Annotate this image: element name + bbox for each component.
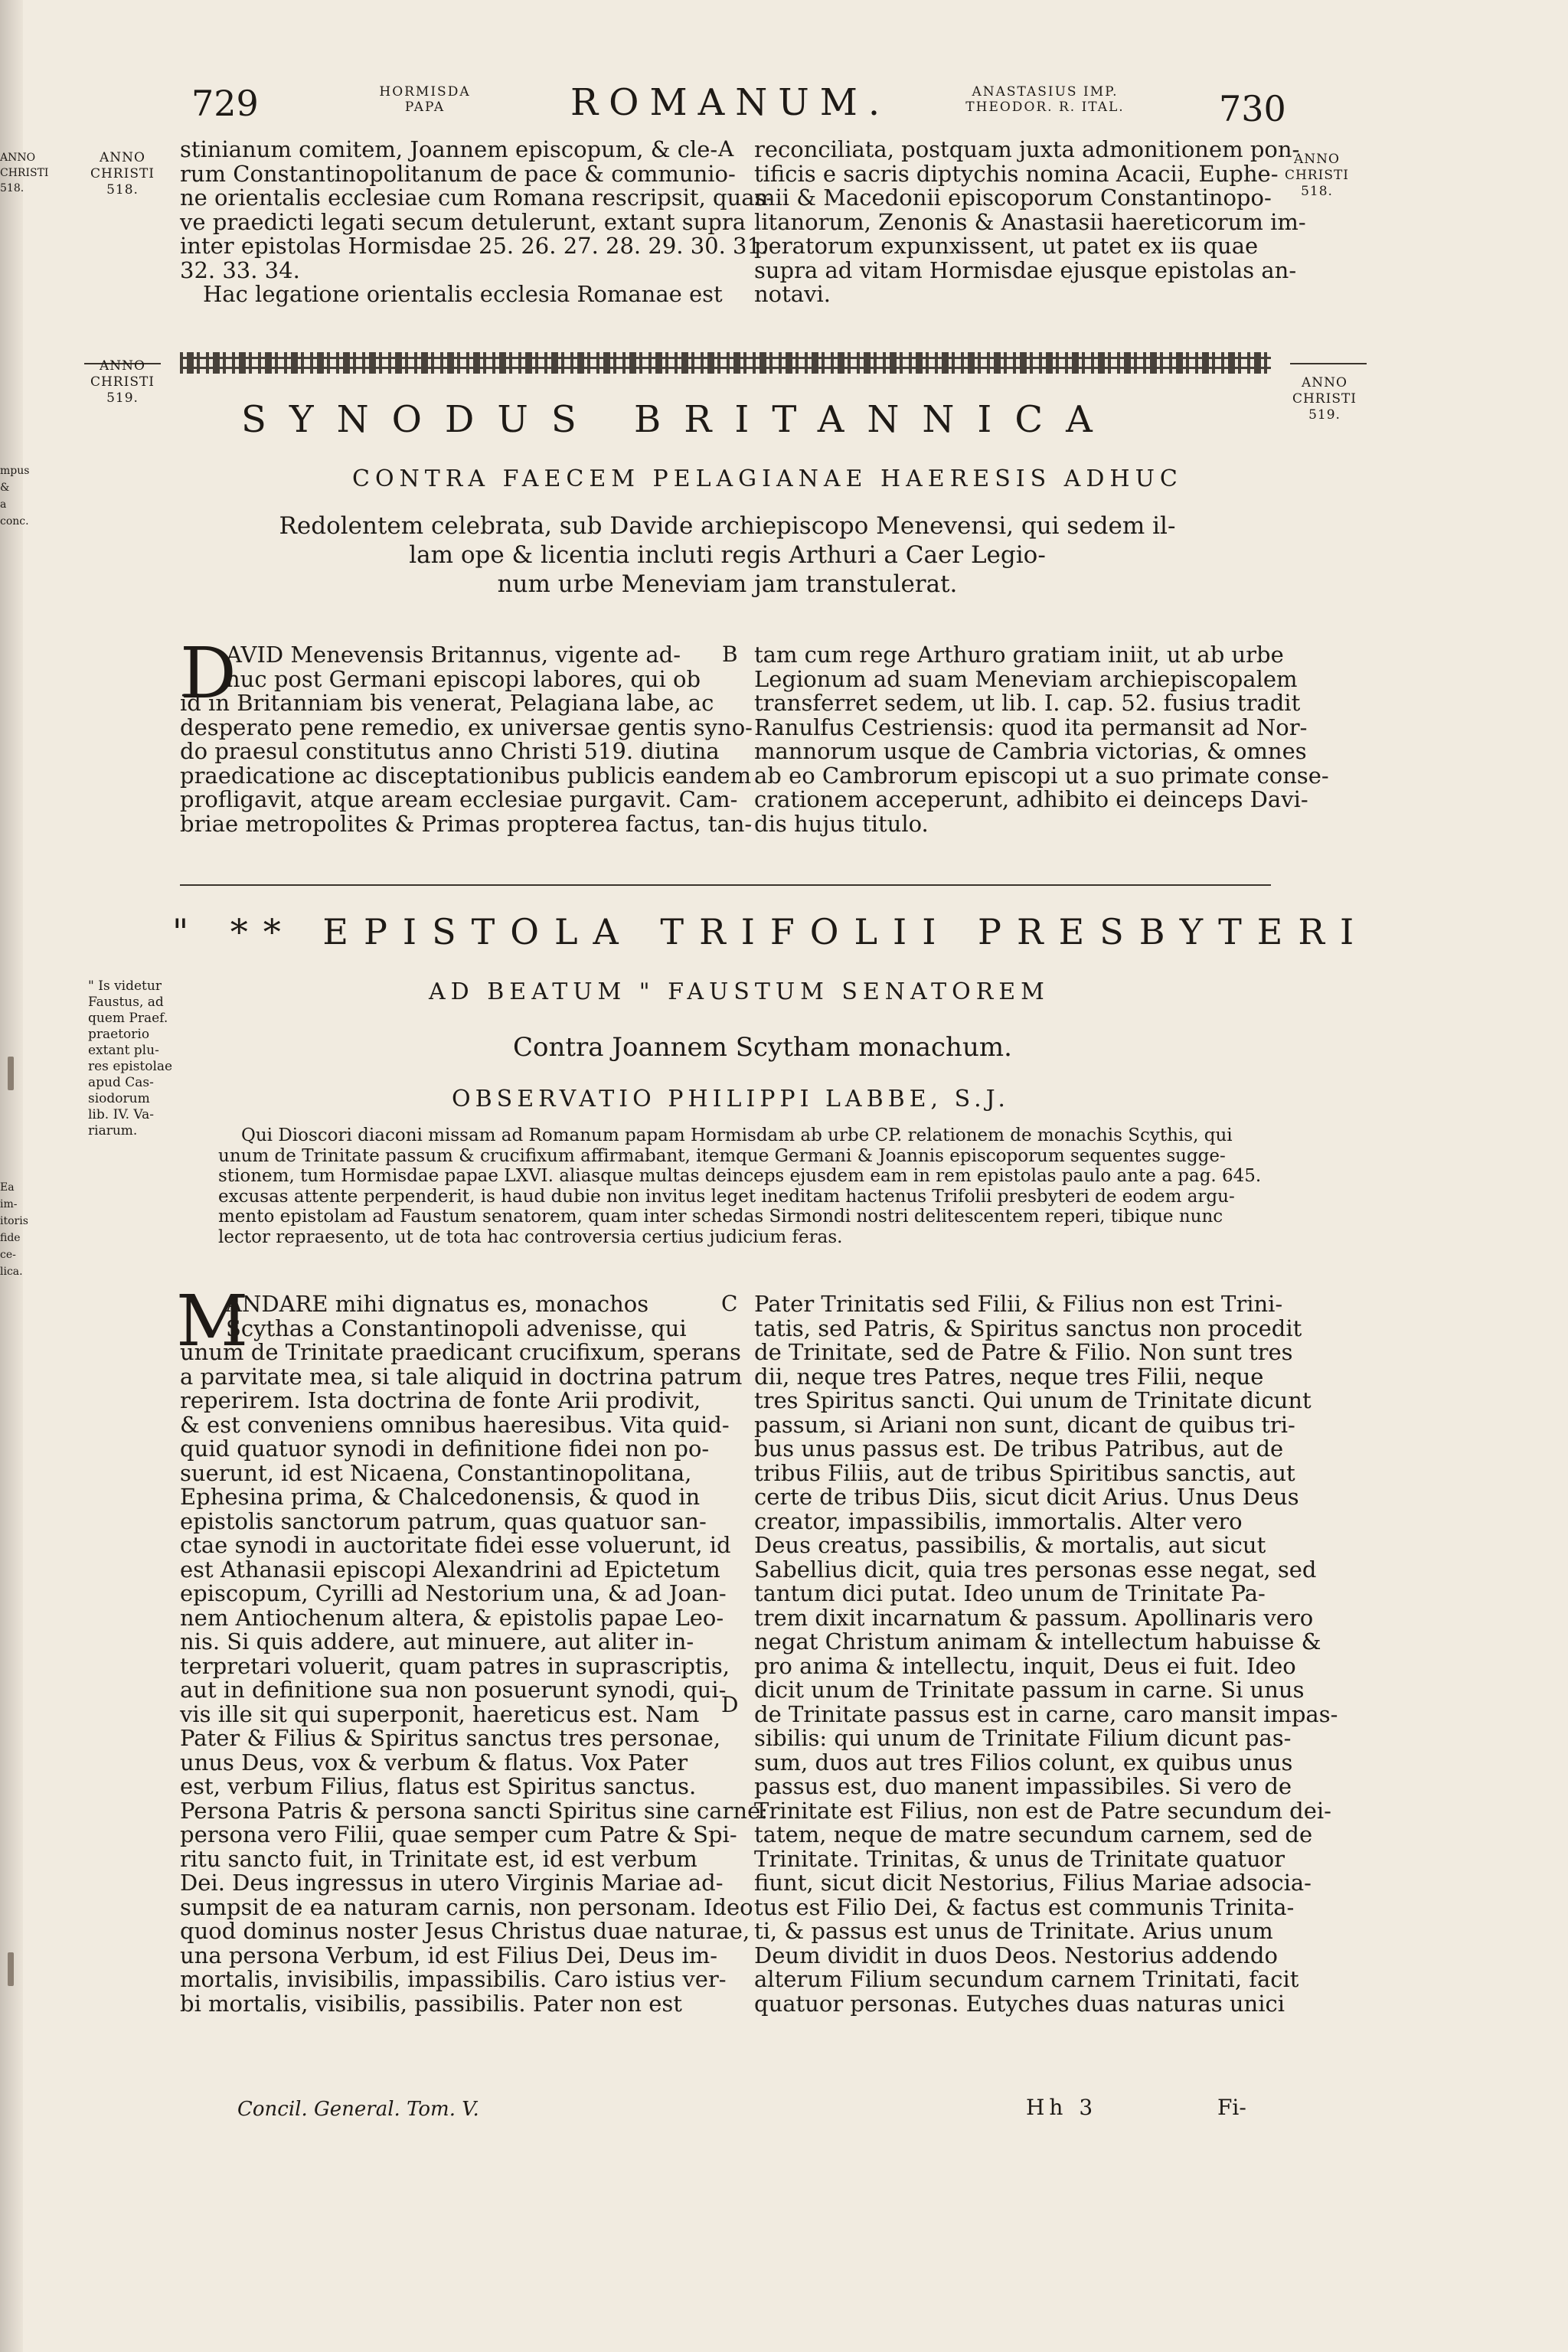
facing-year: 518.: [0, 182, 24, 194]
text-line: de Trinitate passus est in carne, caro mansit impas-: [754, 1700, 1338, 1727]
text-line: aut in definitione sua non posuerunt synodi, qui-: [180, 1677, 727, 1703]
text-line: mii & Macedonii episcoporum Constantinopo-: [754, 185, 1272, 211]
text-line: inter epistolas Hormisdae 25. 26. 27. 28. 29. 30. 31.: [180, 233, 769, 259]
margin-year: 519.: [1308, 407, 1341, 423]
observatio-note: [218, 1125, 1305, 1247]
margin-note-line: quem Praef.: [88, 1011, 168, 1026]
page-number-right: 730: [1219, 88, 1286, 129]
text-line: Deus creatus, passibilis, & mortalis, aut sicut: [754, 1532, 1266, 1558]
margin-note-faustus: [88, 978, 203, 1139]
epistola-column-left: [180, 1291, 769, 2017]
text-line: trem dixit incarnatum & passum. Apollinaris vero: [754, 1604, 1314, 1631]
margin-note-line: riarum.: [88, 1123, 138, 1138]
text-line: 32. 33. 34.: [180, 256, 300, 283]
running-head-line: HORMISDA: [379, 84, 471, 100]
margin-christi: CHRISTI: [90, 374, 155, 390]
facing-christi-word: CHRISTI: [0, 167, 49, 179]
text-line: sum, duos aut tres Filios colunt, ex quibus unus: [754, 1749, 1293, 1775]
text-line: ANDARE mihi dignatus es, monachos: [226, 1291, 649, 1317]
binding-clip: [8, 1952, 14, 1986]
text-line: Dei. Deus ingressus in utero Virginis Mariae ad-: [180, 1870, 724, 1896]
text-line: suerunt, id est Nicaena, Constantinopolitana,: [180, 1459, 692, 1486]
note-line: stionem, tum Hormisdae papae LXVI. aliasque multas deinceps ejusdem eam in rem epistolas paulo ante a pag. 645.: [218, 1166, 1262, 1186]
text-line: mannorum usque de Cambria victorias, & omnes: [754, 738, 1307, 764]
margin-anno: ANNO: [1302, 375, 1348, 390]
facing-page-fragment: [0, 1179, 26, 1280]
text-line: bi mortalis, visibilis, passibilis. Pater non est: [180, 1990, 682, 2017]
facing-anno-word: ANNO: [0, 152, 36, 164]
margin-anno: ANNO: [1294, 152, 1340, 167]
text-line: briae metropolites & Primas propterea factus, tan-: [180, 810, 753, 837]
text-line: Ephesina prima, & Chalcedonensis, & quod in: [180, 1484, 701, 1510]
text-line: Ranulfus Cestriensis: quod ita permansit ad Nor-: [754, 714, 1308, 740]
footer-signature-mark: Hh 3: [1026, 2095, 1098, 2120]
text-line: mortalis, invisibilis, impassibilis. Caro istius ver-: [180, 1966, 727, 1992]
text-line: rum Constantinopolitanum de pace & communio-: [180, 160, 736, 187]
facing-fragment-line: fide ce-: [0, 1232, 21, 1261]
text-line: stinianum comitem, Joannem episcopum, & cle-: [180, 136, 718, 162]
book-page: [23, 0, 1568, 2352]
text-line: AVID Menevensis Britannus, vigente ad-: [226, 642, 681, 668]
text-line: Pater Trinitatis sed Filii, & Filius non est Trini-: [754, 1291, 1283, 1317]
text-line: profligavit, atque aream ecclesiae purgavit. Cam-: [180, 786, 738, 812]
text-line: episcopum, Cyrilli ad Nestorium una, & ad Joan-: [180, 1580, 727, 1606]
text-line: Pater & Filius & Spiritus sanctus tres personae,: [180, 1725, 721, 1751]
epistola-title: " ** EPISTOLA TRIFOLII PRESBYTERI: [172, 911, 1370, 952]
synod-column-left: [180, 632, 753, 837]
text-line: ve praedicti legati secum detulerunt, extant supra: [180, 208, 746, 235]
text-line: praedicatione ac disceptationibus publicis eandem: [180, 762, 752, 789]
text-line: creator, impassibilis, immortalis. Alter vero: [754, 1508, 1243, 1534]
facing-page-anno: [0, 150, 49, 196]
margin-year-518-left: [84, 150, 161, 198]
text-line: a parvitate mea, si tale aliquid in doctrina patrum: [180, 1363, 743, 1390]
text-line: Scythas a Constantinopoli advenisse, qui: [226, 1315, 687, 1341]
text-line: ab eo Cambrorum episcopi ut a suo primate conse-: [754, 762, 1329, 789]
text-line: tres Spiritus sancti. Qui unum de Trinitate dicunt: [754, 1387, 1312, 1413]
top-column-left: [180, 136, 774, 307]
facing-fragment-line: mpus &: [0, 465, 30, 494]
text-line: dii, neque tres Patres, neque tres Filii, neque: [754, 1363, 1264, 1390]
text-line: Trinitate. Trinitas, & unus de Trinitate quatuor: [754, 1845, 1285, 1872]
text-line: Deum dividit in duos Deos. Nestorius addendo: [754, 1942, 1278, 1968]
facing-fragment-line: lica.: [0, 1266, 23, 1278]
note-line: lector repraesento, ut de tota hac controversia certius judicium feras.: [218, 1227, 843, 1247]
text-line: & est conveniens omnibus haeresibus. Vita quid-: [180, 1411, 730, 1438]
drop-capital: M: [176, 1280, 249, 1362]
text-line: tus est Filio Dei, & factus est communis Trinita-: [754, 1893, 1295, 1920]
margin-note-line: siodorum: [88, 1091, 150, 1106]
text-line: sibilis: qui unum de Trinitate Filium dicunt pas-: [754, 1725, 1292, 1751]
text-line: una persona Verbum, id est Filius Dei, Deus im-: [180, 1942, 718, 1968]
margin-note-line: extant plu-: [88, 1043, 159, 1058]
margin-note-line: Faustus, ad: [88, 995, 164, 1010]
text-line: reperirem. Ista doctrina de fonte Arii prodivit,: [180, 1387, 701, 1413]
facing-fragment-line: itoris: [0, 1215, 28, 1227]
text-line: crationem acceperunt, adhibito ei deinceps Davi-: [754, 786, 1308, 812]
text-line: est, verbum Filius, flatus est Spiritus sanctus.: [180, 1773, 697, 1799]
note-line: mento epistolam ad Faustum senatorem, quam inter schedas Sirmondi nostri delitescentem reperi, tibique nunc: [218, 1207, 1223, 1227]
running-head-left: [371, 84, 479, 115]
margin-note-line: lib. IV. Va-: [88, 1107, 154, 1122]
margin-note-line: res epistolae: [88, 1059, 173, 1074]
text-line: certe de tribus Diis, sicut dicit Arius. Unus Deus: [754, 1484, 1299, 1510]
text-line: ne orientalis ecclesiae cum Romana rescripsit, quas-: [180, 185, 774, 211]
note-line: unum de Trinitate passum & crucifixum affirmabant, itemque Germani & Joannis episcoporum sequentes sugge-: [218, 1145, 1226, 1166]
observatio-heading: OBSERVATIO PHILIPPI LABBE, S.J.: [452, 1086, 1010, 1112]
text-line: pro anima & intellectu, inquit, Deus ei fuit. Ideo: [754, 1652, 1296, 1679]
text-line: peratorum expunxissent, ut patet ex iis quae: [754, 233, 1259, 259]
text-line: quatuor personas. Eutyches duas naturas unici: [754, 1990, 1285, 2017]
ornamental-band: [180, 352, 1271, 374]
note-line: Qui Dioscori diaconi missam ad Romanum papam Hormisdam ab urbe CP. relationem de monachis Scythis, qui: [241, 1125, 1233, 1145]
text-line: dicit unum de Trinitate passum in carne. Si unus: [754, 1677, 1305, 1703]
text-line: huc post Germani episcopi labores, qui ob: [226, 665, 701, 692]
synod-description: [268, 511, 1187, 599]
facing-fragment-line: Ea im-: [0, 1181, 18, 1210]
binding-clip: [8, 1057, 14, 1090]
text-line: tam cum rege Arthuro gratiam iniit, ut ab urbe: [754, 642, 1284, 668]
running-head-line: ANASTASIUS IMP.: [972, 84, 1119, 100]
margin-note-line: praetorio: [88, 1027, 150, 1042]
text-line: supra ad vitam Hormisdae ejusque epistolas an-: [754, 256, 1297, 283]
text-line: nem Antiochenum altera, & epistolis papae Leo-: [180, 1604, 724, 1631]
top-column-right: [754, 136, 1306, 307]
text-line: terpretari voluerit, quam patres in suprascriptis,: [180, 1652, 730, 1679]
text-line: quod dominus noster Jesus Christus duae naturae,: [180, 1918, 750, 1944]
text-line: nis. Si quis addere, aut minuere, aut aliter in-: [180, 1628, 694, 1655]
column-section-letter: C: [721, 1291, 738, 1316]
text-line: unum de Trinitate praedicant crucifixum, sperans: [180, 1339, 741, 1365]
running-head-line: PAPA: [404, 100, 446, 115]
column-section-letter: D: [721, 1692, 739, 1717]
footer-volume: Concil. General. Tom. V.: [237, 2098, 479, 2121]
margin-year: 518.: [106, 182, 139, 198]
text-line: est Athanasii episcopi Alexandrini ad Epictetum: [180, 1556, 720, 1583]
synod-subtitle: CONTRA FAECEM PELAGIANAE HAERESIS ADHUC: [352, 466, 1183, 492]
text-line: vis ille sit qui superponit, haereticus est. Nam: [180, 1700, 700, 1727]
text-line: bus unus passus est. De tribus Patribus, aut de: [754, 1436, 1284, 1462]
text-line: tificis e sacris diptychis nomina Acacii, Euphe-: [754, 160, 1279, 187]
text-line: do praesul constitutus anno Christi 519. diutina: [180, 738, 720, 764]
text-line: negat Christum animam & intellectum habuisse &: [754, 1628, 1321, 1655]
text-line: ctae synodi in auctoritate fidei esse voluerunt, id: [180, 1532, 731, 1558]
text-line: fiunt, sicut dicit Nestorius, Filius Mariae adsocia-: [754, 1870, 1312, 1896]
text-line: epistolis sanctorum patrum, quas quatuor san-: [180, 1508, 707, 1534]
text-line: Legionum ad suam Meneviam archiepiscopalem: [754, 665, 1298, 692]
text-line: de Trinitate, sed de Patre & Filio. Non sunt tres: [754, 1339, 1293, 1365]
text-line: transferret sedem, ut lib. I. cap. 52. fusius tradit: [754, 690, 1301, 716]
epistola-subtitle: AD BEATUM " FAUSTUM SENATOREM: [429, 978, 1050, 1005]
text-line: Hac legatione orientalis ecclesia Romanae est: [203, 281, 723, 307]
text-line: unus Deus, vox & verbum & flatus. Vox Pater: [180, 1749, 688, 1775]
footer-catchword: Fi-: [1217, 2095, 1246, 2120]
text-line: tatem, neque de matre secundum carnem, sed de: [754, 1821, 1313, 1847]
text-line: ritu sancto fuit, in Trinitate est, id est verbum: [180, 1845, 697, 1872]
margin-christi: CHRISTI: [1292, 391, 1357, 407]
margin-rule: [1290, 363, 1367, 364]
text-line: tantum dici putat. Ideo unum de Trinitate Pa-: [754, 1580, 1266, 1606]
description-line: lam ope & licentia incluti regis Arthuri a Caer Legio-: [409, 541, 1046, 569]
column-section-letter: A: [718, 136, 734, 162]
text-line: Persona Patris & persona sancti Spiritus sine carne:: [180, 1797, 769, 1824]
text-line: quid quatuor synodi in definitione fidei non po-: [180, 1436, 710, 1462]
margin-year: 519.: [106, 390, 139, 406]
text-line: litanorum, Zenonis & Anastasii haereticorum im-: [754, 208, 1306, 235]
section-rule: [180, 884, 1271, 886]
text-line: Trinitate est Filius, non est de Patre secundum dei-: [754, 1797, 1331, 1824]
text-line: alterum Filium secundum carnem Trinitati, facit: [754, 1966, 1299, 1992]
text-line: reconciliata, postquam juxta admonitionem pon-: [754, 136, 1300, 162]
drop-capital: D: [180, 632, 237, 714]
epistola-against: Contra Joannem Scytham monachum.: [513, 1032, 1012, 1063]
text-line: desperato pene remedio, ex universae gentis syno-: [180, 714, 753, 740]
margin-christi: CHRISTI: [1284, 168, 1350, 183]
note-line: excusas attente perpenderit, is haud dubie non invitus leget ineditam hactenus Trifolii presbyteri de eodem argu-: [218, 1186, 1235, 1207]
text-line: dis hujus titulo.: [754, 810, 929, 837]
margin-note-line: apud Cas-: [88, 1075, 154, 1090]
margin-year-519-right: [1286, 375, 1363, 423]
synod-column-right: [754, 642, 1329, 837]
text-line: sumpsit de ea naturam carnis, non personam. Ideo: [180, 1893, 753, 1920]
margin-note-line: " Is videtur: [88, 978, 162, 994]
margin-year: 518.: [1301, 184, 1333, 199]
description-line: Redolentem celebrata, sub Davide archiepiscopo Menevensi, qui sedem il-: [279, 512, 1176, 540]
text-line: Sabellius dicit, quia tres personas esse negat, sed: [754, 1556, 1317, 1583]
facing-fragment-line: a conc.: [0, 498, 29, 528]
text-line: passus est, duo manent impassibiles. Si vero de: [754, 1773, 1292, 1799]
text-line: ti, & passus est unus de Trinitate. Arius unum: [754, 1918, 1273, 1944]
running-head-line: THEODOR. R. ITAL.: [965, 100, 1125, 115]
text-line: id in Britanniam bis venerat, Pelagiana labe, ac: [180, 690, 714, 716]
margin-christi: CHRISTI: [90, 166, 155, 181]
synod-title: SYNODUS BRITANNICA: [241, 398, 1116, 441]
margin-anno: ANNO: [100, 358, 145, 374]
text-line: notavi.: [754, 281, 831, 307]
text-line: persona vero Filii, quae semper cum Patre & Spi-: [180, 1821, 737, 1847]
description-line: num urbe Meneviam jam transtulerat.: [497, 570, 958, 598]
margin-year-519-left: [84, 358, 161, 407]
epistola-column-right: [754, 1291, 1338, 2017]
running-title: ROMANUM.: [570, 81, 891, 124]
column-section-letter: B: [722, 642, 738, 667]
text-line: tribus Filiis, aut de tribus Spiritibus sanctis, aut: [754, 1459, 1295, 1486]
facing-page-fragment: [0, 462, 30, 530]
margin-anno: ANNO: [100, 150, 145, 165]
text-line: tatis, sed Patris, & Spiritus sanctus non procedit: [754, 1315, 1302, 1341]
running-head-right: [892, 84, 1198, 115]
page-number-left: 729: [191, 83, 259, 124]
text-line: passum, si Ariani non sunt, dicant de quibus tri-: [754, 1411, 1295, 1438]
